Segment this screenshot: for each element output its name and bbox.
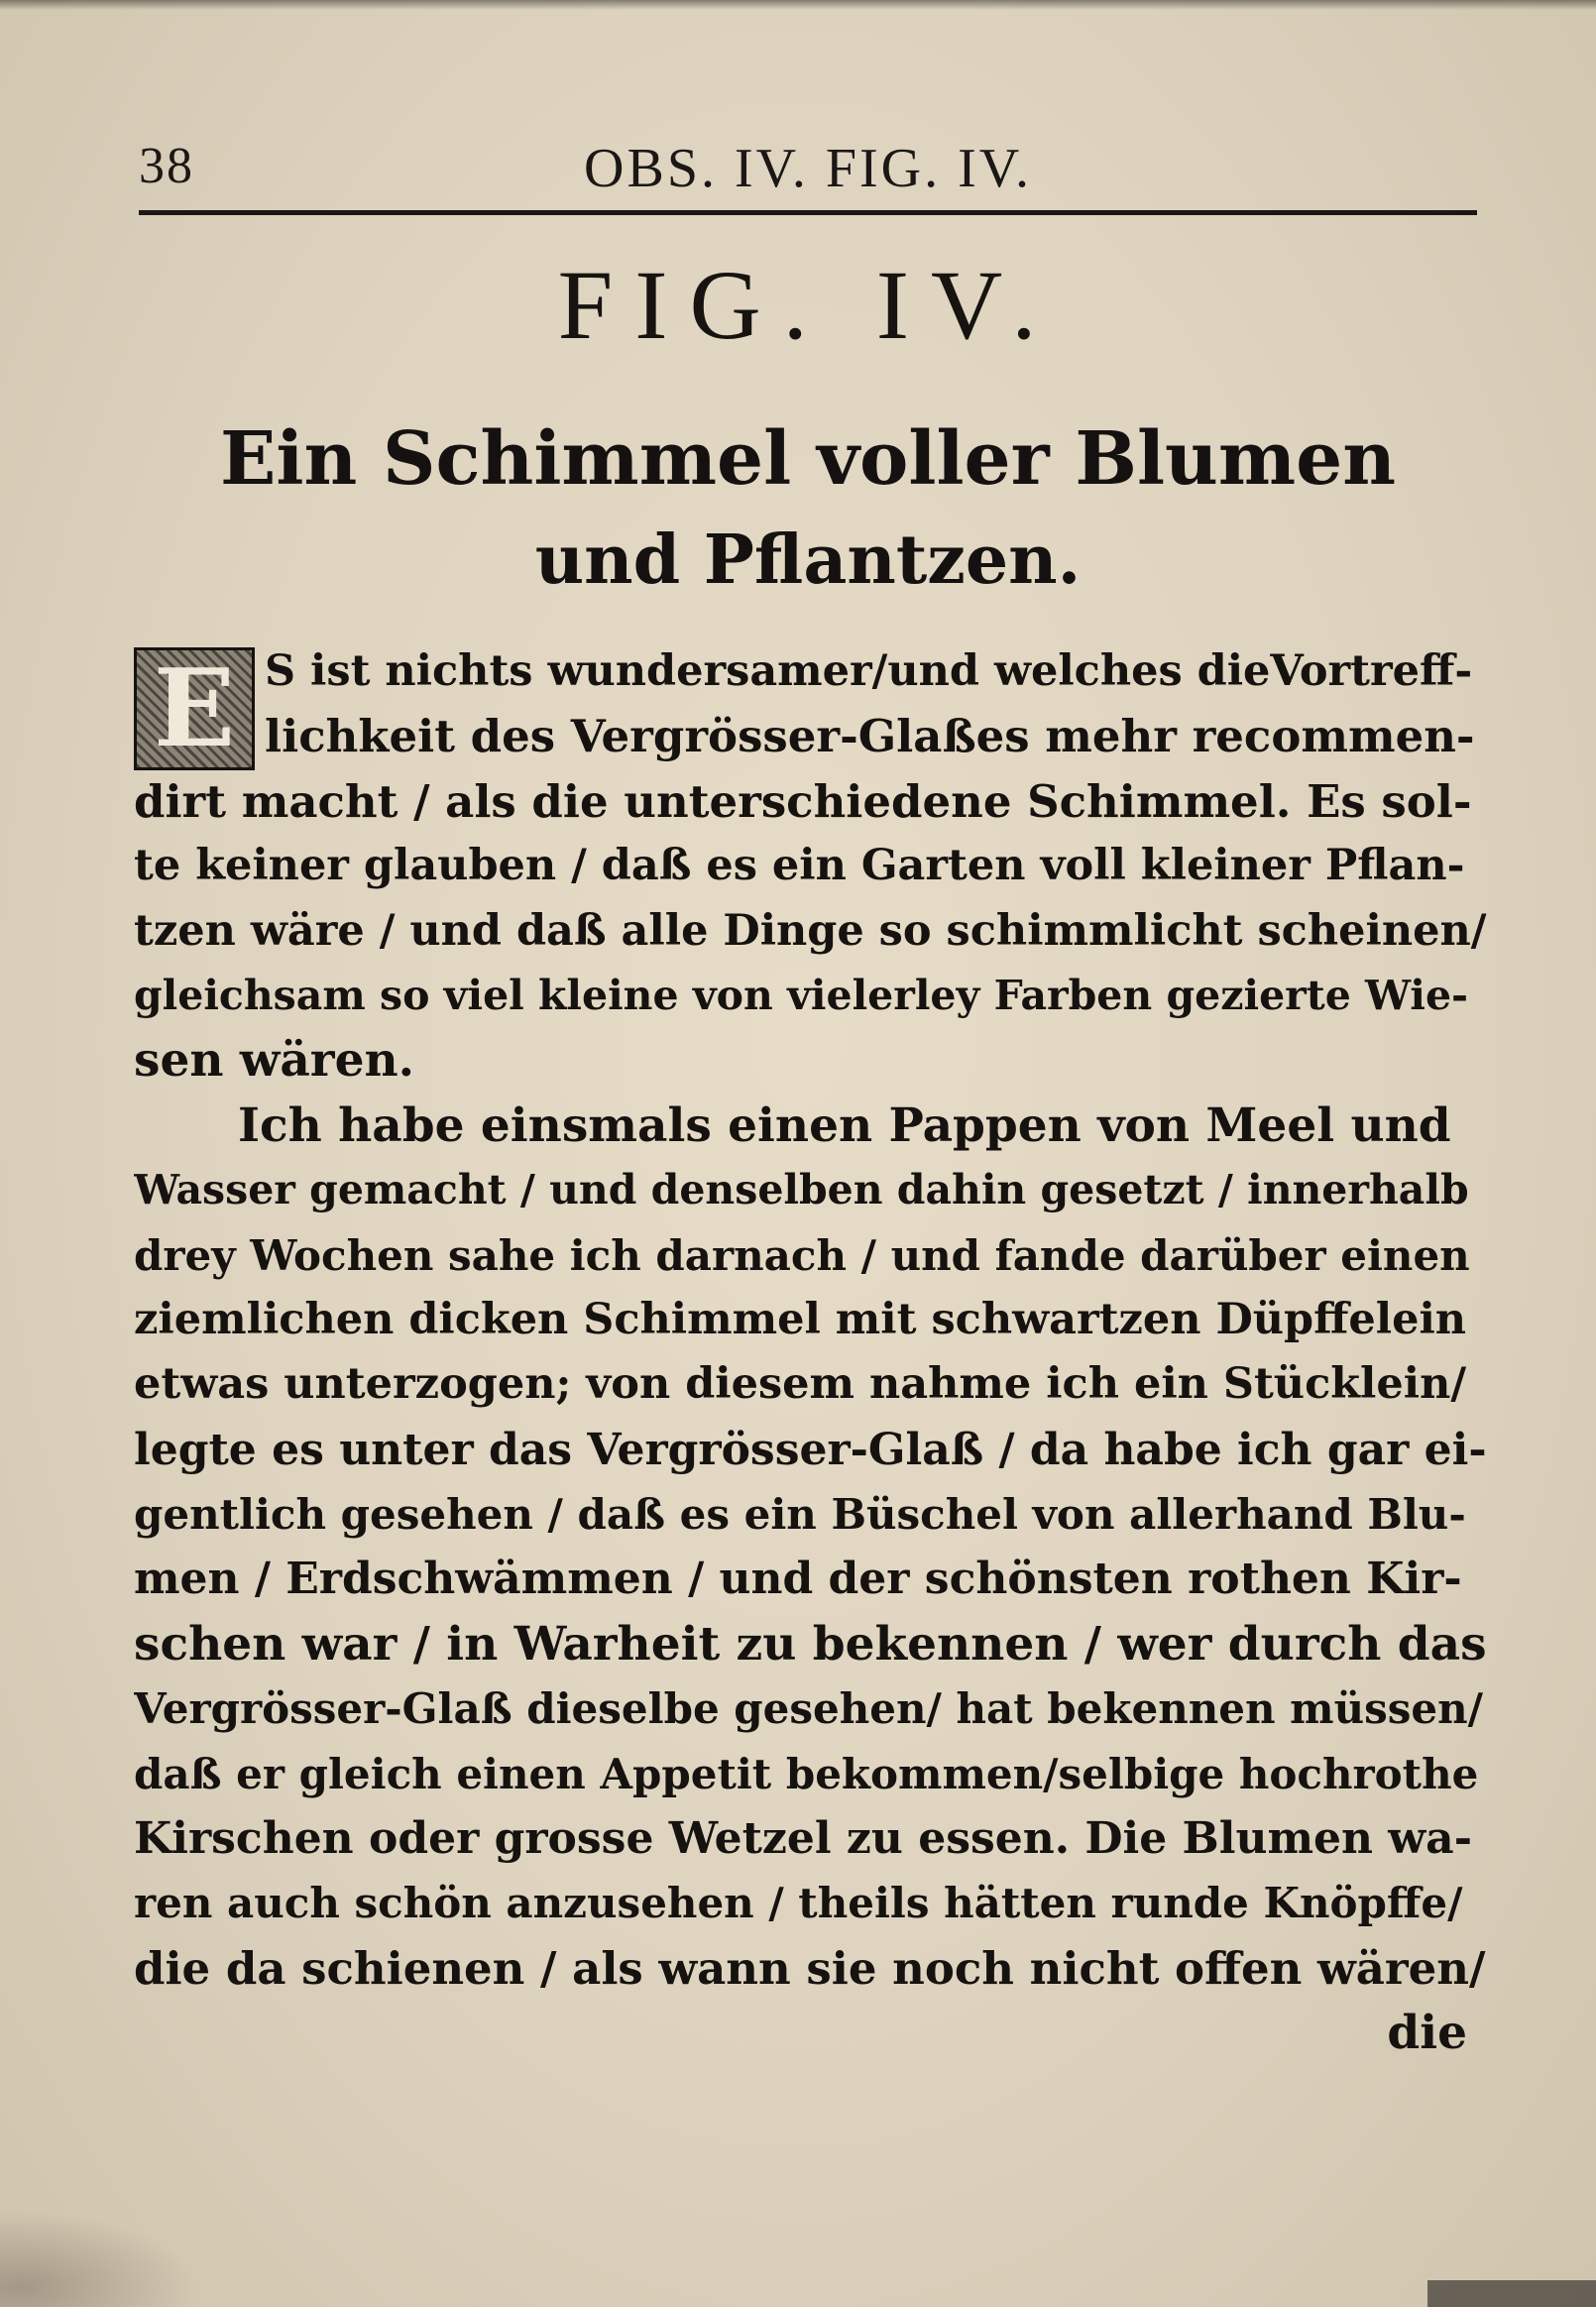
text-line: te keiner glauben / daß es ein Garten voll kleiner Pflan- xyxy=(134,841,1465,891)
page-top-shadow xyxy=(0,0,1596,10)
text-line: Ich habe einsmals einen Pappen von Meel und xyxy=(238,1097,1451,1153)
figure-title: FIG. IV. xyxy=(557,250,1059,360)
text-line: S ist nichts wundersamer/und welches dieVortreff- xyxy=(265,646,1473,696)
decorated-initial: E xyxy=(134,647,255,770)
text-line: sen wären. xyxy=(134,1033,415,1089)
catchword: die xyxy=(1387,2006,1467,2061)
heading-line-1: Ein Schimmel voller Blumen xyxy=(219,416,1397,502)
header-rule xyxy=(139,210,1477,215)
text-line: schen war / in Warheit zu bekennen / wer durch das xyxy=(134,1616,1487,1672)
running-head xyxy=(139,127,1477,206)
text-line: die da schienen / als wann sie noch nicht offen wären/ xyxy=(134,1941,1486,1995)
text-line: legte es unter das Vergrösser-Glaß / da habe ich gar ei- xyxy=(134,1424,1487,1475)
page-stain xyxy=(0,2211,198,2307)
page-number: 38 xyxy=(139,138,194,194)
text-line: Wasser gemacht / und denselben dahin gesetzt / innerhalb xyxy=(134,1166,1469,1214)
text-line: ziemlichen dicken Schimmel mit schwartzen Düpffelein xyxy=(134,1294,1467,1344)
text-line: lichkeit des Vergrösser-Glaßes mehr recommen- xyxy=(265,710,1475,763)
text-line: tzen wäre / und daß alle Dinge so schimmlicht scheinen/ xyxy=(134,905,1487,956)
body-text xyxy=(134,639,1487,2066)
text-line: gentlich gesehen / daß es ein Büschel von allerhand Blu- xyxy=(134,1490,1466,1540)
text-line: dirt macht / als die unterschiedene Schimmel. Es sol- xyxy=(134,774,1472,828)
text-line: etwas unterzogen; von diesem nahme ich ein Stücklein/ xyxy=(134,1359,1467,1410)
text-line: daß er gleich einen Appetit bekommen/selbige hochrothe xyxy=(134,1749,1479,1798)
text-line: gleichsam so viel kleine von vielerley Farben gezierte Wie- xyxy=(134,971,1469,1019)
text-line: men / Erdschwämmen / und der schönsten rothen Kir- xyxy=(134,1554,1462,1605)
text-line: Kirschen oder grosse Wetzel zu essen. Die Blumen wa- xyxy=(134,1813,1472,1865)
page-bottom-edge xyxy=(1427,2280,1596,2307)
text-line: drey Wochen sahe ich darnach / und fande darüber einen xyxy=(134,1230,1470,1280)
heading-line-2: und Pflantzen. xyxy=(534,520,1082,600)
running-title: OBS. IV. FIG. IV. xyxy=(584,138,1032,199)
text-line: ren auch schön anzusehen / theils hätten runde Knöpffe/ xyxy=(134,1879,1463,1928)
text-line: Vergrösser-Glaß dieselbe gesehen/ hat bekennen müssen/ xyxy=(134,1684,1484,1734)
